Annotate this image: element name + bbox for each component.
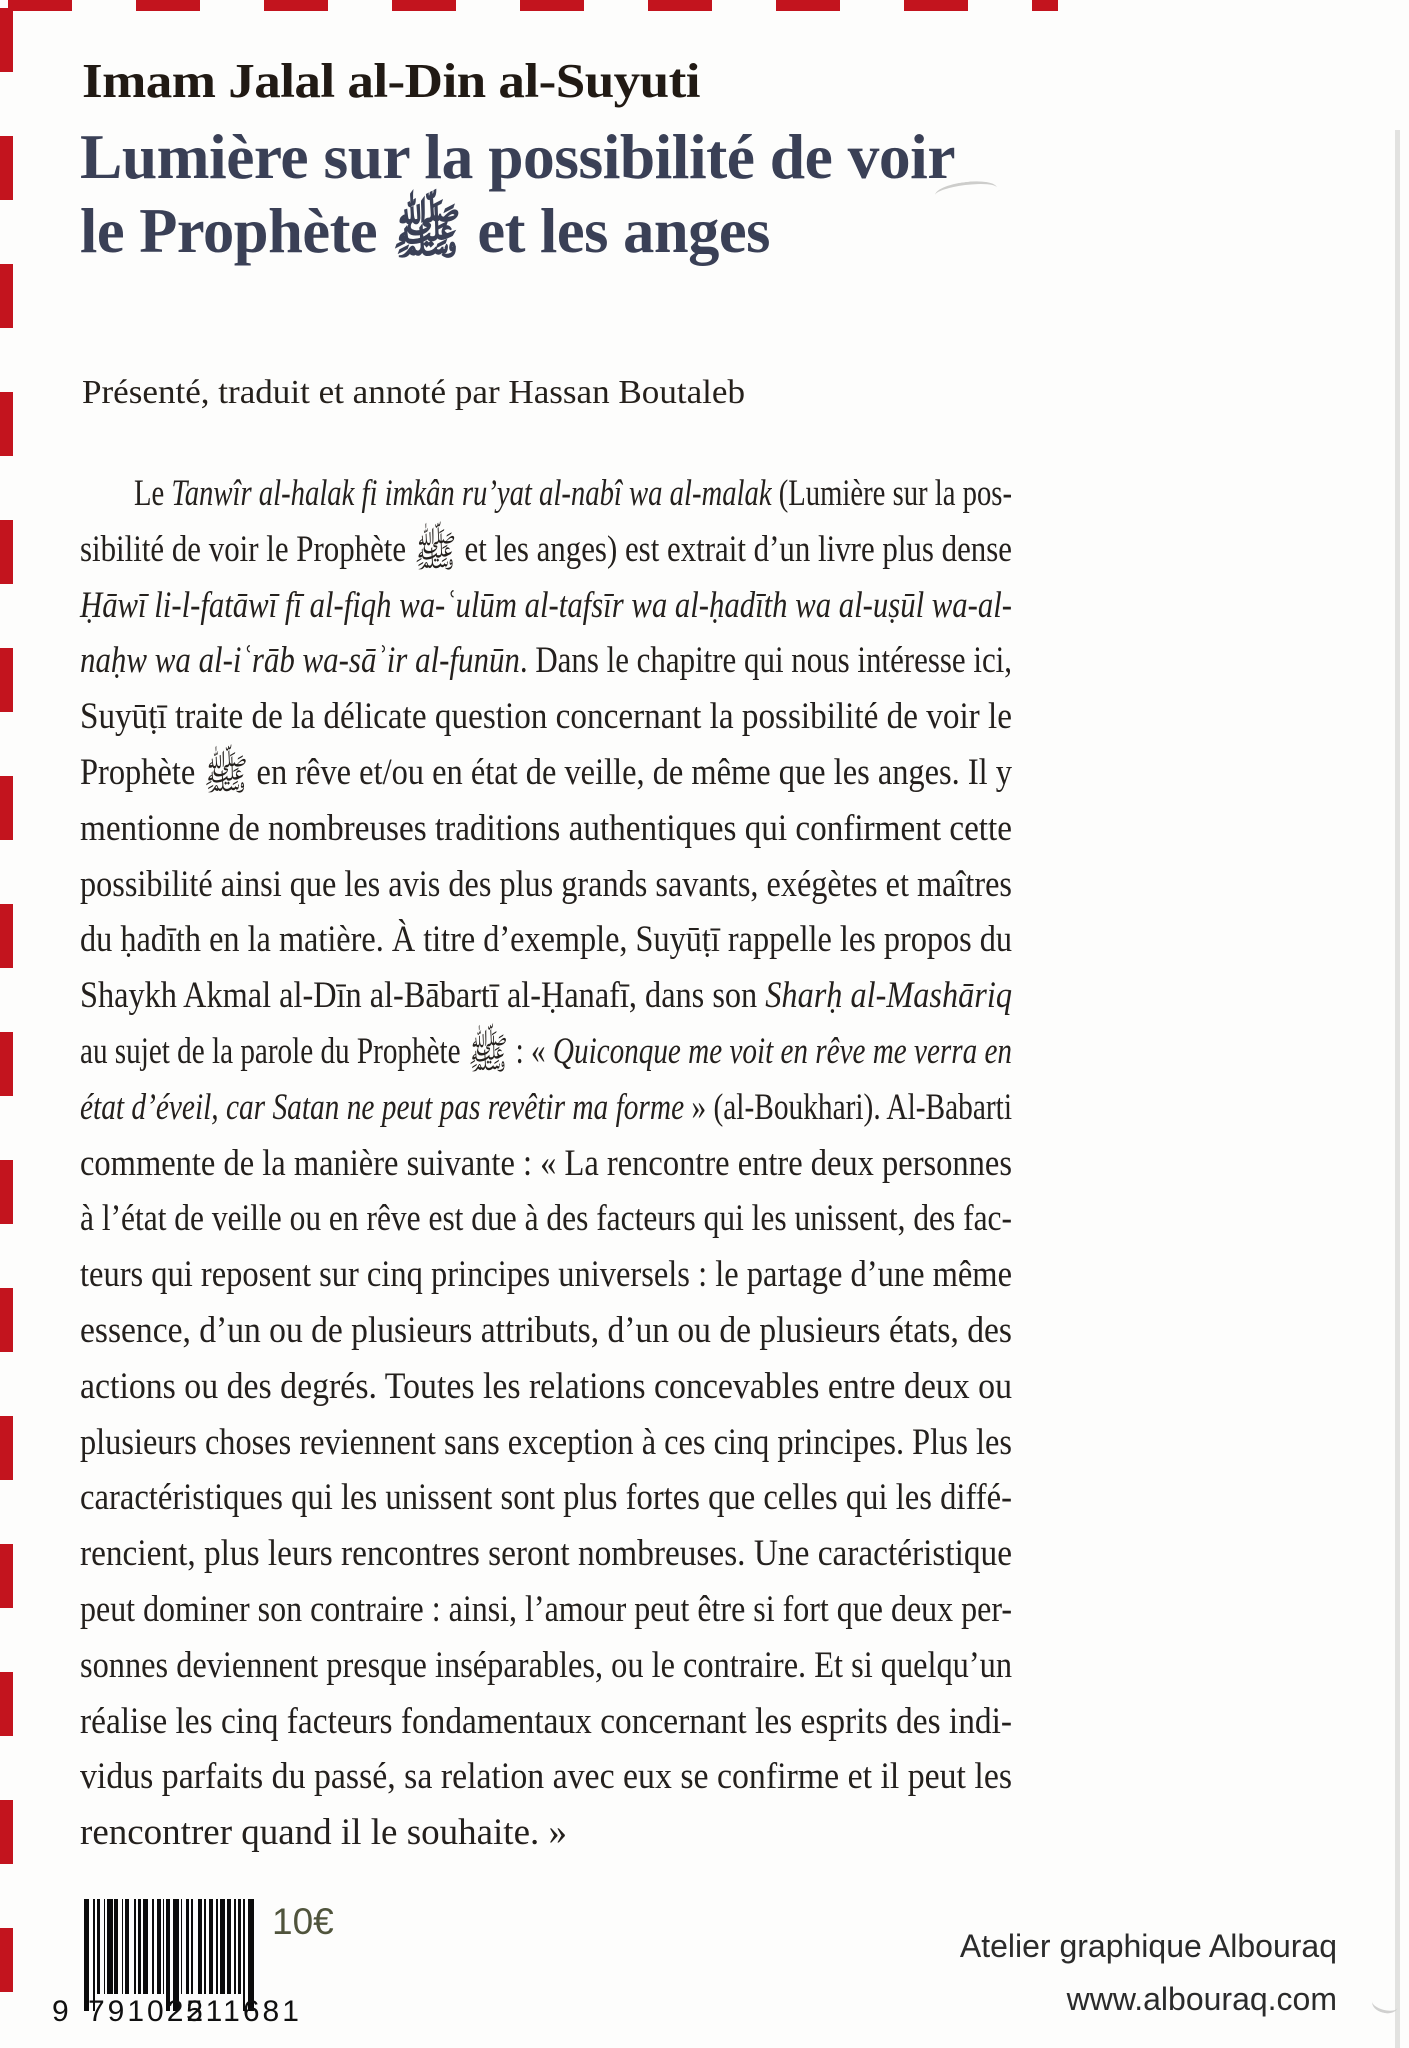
- blurb-line: au sujet de la parole du Prophète ﷺ : « Quiconque me voit en rêve me verra en: [80, 1030, 1012, 1080]
- salawat-symbol: ﷺ: [392, 197, 462, 266]
- barcode: [52, 1893, 302, 2039]
- blurb-line: rencient, plus leurs rencontres seront nombreuses. Une caractéristique: [80, 1533, 1012, 1575]
- back-cover-blurb: [80, 466, 1012, 1861]
- blurb-line: rencontrer quand il le souhaite. »: [80, 1812, 567, 1854]
- scan-edge-shadow: [1395, 130, 1400, 2048]
- blurb-line: possibilité ainsi que les avis des plus grands savants, exégètes et maîtres: [80, 863, 1012, 905]
- blurb-line: actions ou des degrés. Toutes les relations concevables entre deux ou: [80, 1365, 1012, 1407]
- blurb-line: peut dominer son contraire : ainsi, l’amour peut être si fort que deux per-: [80, 1588, 1012, 1630]
- book-title: [80, 120, 962, 268]
- blurb-line: sibilité de voir le Prophète ﷺ et les anges) est extrait d’un livre plus dense: [80, 527, 1012, 577]
- blurb-line: sonnes deviennent presque inséparables, ou le contraire. Et si quelqu’un: [80, 1644, 1012, 1686]
- blurb-line: du ḥadīth en la matière. À titre d’exemple, Suyūṭī rappelle les propos du: [80, 919, 1012, 961]
- blurb-line: mentionne de nombreuses traditions authentiques qui confirment cette: [80, 807, 1012, 849]
- blurb-line: plusieurs choses reviennent sans exception à ces cinq principes. Plus les: [80, 1421, 1012, 1463]
- blurb-line: réalise les cinq facteurs fondamentaux concernant les esprits des indi-: [80, 1700, 1012, 1742]
- salawat-symbol: ﷺ: [413, 527, 457, 577]
- barcode-digit-left: 9: [52, 1995, 69, 2028]
- publisher-name: Atelier graphique Albouraq: [959, 1928, 1337, 1964]
- blurb-line: Ḥāwī li-l-fatāwī fī al-fiqh wa-ʿulūm al-tafsīr wa al-ḥadīth wa al-uṣūl wa-al-: [80, 584, 1012, 626]
- salawat-symbol: ﷺ: [203, 751, 249, 801]
- blurb-line: état d’éveil, car Satan ne peut pas revêtir ma forme » (al-Boukhari). Al-Babarti: [80, 1086, 1012, 1128]
- blurb-line: vidus parfaits du passé, sa relation avec eux se confirme et il peut les: [80, 1756, 1012, 1798]
- blurb-line: teurs qui reposent sur cinq principes universels : le partage d’une même: [80, 1254, 1012, 1296]
- blurb-line: naḥw wa al-iʿrāb wa-sāʾir al-funūn. Dans le chapitre qui nous intéresse ici,: [80, 640, 1012, 682]
- author-name: Imam Jalal al-Din al-Suyuti: [82, 53, 700, 108]
- blurb-line: à l’état de veille ou en rêve est due à des facteurs qui les unissent, des fac-: [80, 1198, 1012, 1240]
- blurb-line: essence, d’un ou de plusieurs attributs, d’un ou de plusieurs états, des: [80, 1309, 1012, 1351]
- barcode-digit-group1: 791022: [88, 1995, 207, 2028]
- salawat-symbol: ﷺ: [467, 1030, 509, 1080]
- blurb-line: commente de la manière suivante : « La rencontre entre deux personnes: [80, 1142, 1012, 1184]
- blurb-line: Prophète ﷺ en rêve et/ou en état de veille, de même que les anges. Il y: [80, 751, 1012, 801]
- barcode-digit-group2: 511681: [186, 1995, 302, 2028]
- title-line-1: Lumière sur la possibilité de voir: [80, 121, 955, 192]
- blurb-line: Suyūṭī traite de la délicate question concernant la possibilité de voir le: [80, 696, 1012, 738]
- translator-line: Présenté, traduit et annoté par Hassan Boutaleb: [82, 374, 745, 411]
- price-label: 10€: [272, 1901, 334, 1942]
- publisher-website: www.albouraq.com: [1066, 1981, 1337, 2017]
- blurb-line: Le Tanwîr al-halak fi imkân ru’yat al-nabî wa al-malak (Lumière sur la pos-: [134, 473, 1012, 514]
- blurb-line: caractéristiques qui les unissent sont plus fortes que celles qui les diffé-: [80, 1477, 1012, 1519]
- blurb-line: Shaykh Akmal al-Dīn al-Bābartī al-Ḥanafī, dans son Sharḥ al-Mashāriq: [80, 975, 1012, 1017]
- title-line-2: le Prophète ﷺ et les anges: [80, 195, 770, 266]
